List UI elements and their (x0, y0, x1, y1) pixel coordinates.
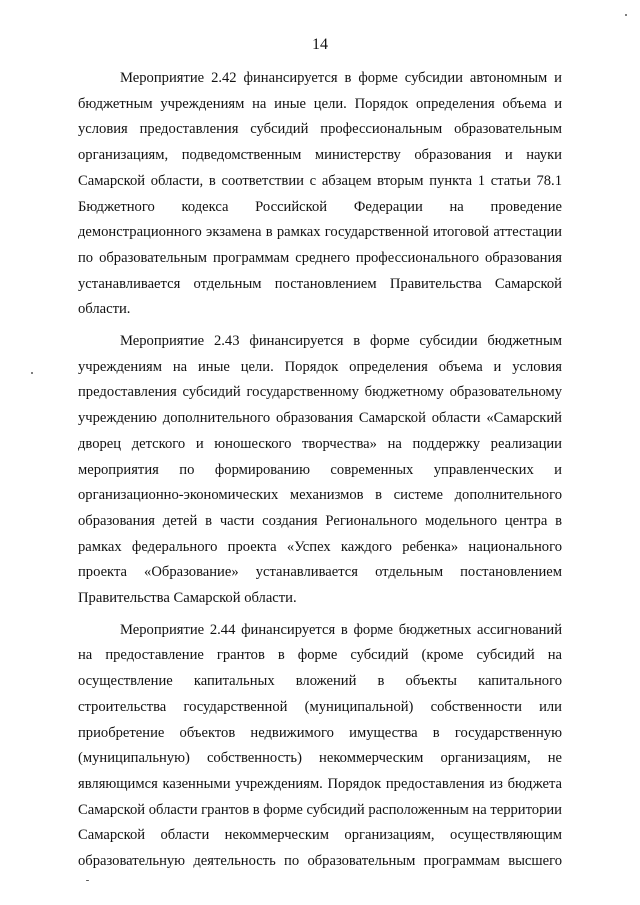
text-line: Бюджетного кодекса Российской Федерации на проведение (78, 198, 562, 215)
text-line: устанавливается отдельным постановлением Правительства Самарской (78, 275, 562, 292)
text-line: проекта «Образование» устанавливается отдельным постановлением (78, 564, 562, 581)
scan-speck (31, 372, 33, 374)
text-line: предоставления субсидий государственному бюджетному образовательному (78, 384, 562, 401)
text-line: Самарской области грантов в форме субсидий расположенным на территории (78, 801, 562, 818)
text-line: образовательную деятельность по образовательным программам высшего (78, 853, 562, 870)
text-line: Самарской области, в соответствии с абзацем вторым пункта 1 статьи 78.1 (78, 172, 562, 189)
text-line: осуществление капитальных вложений в объекты капитального (78, 673, 562, 690)
paragraph-2-44 (78, 618, 562, 875)
text-line: организациям, подведомственным министерству образования и науки (78, 147, 562, 164)
text-line: являющимся казенными учреждениям. Порядок предоставления из бюджета (78, 775, 562, 792)
text-line: строительства государственной (муниципальной) собственности или (78, 698, 562, 715)
text-line: рамках федерального проекта «Успех каждого ребенка» национального (78, 538, 562, 555)
text-line: (муниципальную) собственность) некоммерческим организациям, не (78, 750, 562, 767)
paragraph-2-42 (78, 66, 562, 323)
text-line: учреждению дополнительного образования Самарской области «Самарский (78, 410, 562, 427)
text-line: образования детей в части создания Регионального модельного центра в (78, 512, 562, 529)
text-line: мероприятия по формированию современных управленческих и (78, 461, 562, 478)
text-line: Самарской области некоммерческим организациям, осуществляющим (78, 827, 562, 844)
text-line: организационно-экономических механизмов в системе дополнительного (78, 487, 562, 504)
document-body (78, 66, 562, 875)
paragraph-2-43 (78, 329, 562, 612)
text-line: бюджетным учреждениям на иные цели. Порядок определения объема и (78, 95, 562, 112)
text-line: дворец детского и юношеского творчества» на поддержку реализации (78, 435, 562, 452)
text-line: Мероприятие 2.42 финансируется в форме субсидии автономным и (120, 70, 562, 86)
page-number: 14 (312, 36, 328, 53)
text-line: приобретение объектов недвижимого имущества в государственную (78, 724, 562, 741)
text-line: Правительства Самарской области. (78, 590, 297, 607)
scan-speck (625, 14, 627, 16)
text-line: Мероприятие 2.43 финансируется в форме субсидии бюджетным (120, 333, 562, 350)
text-line: демонстрационного экзамена в рамках государственной итоговой аттестации (78, 224, 562, 241)
scan-speck (86, 880, 89, 881)
text-line: условия предоставления субсидий профессиональным образовательным (78, 121, 562, 138)
text-line: учреждениям на иные цели. Порядок определения объема и условия (78, 358, 562, 375)
text-line: на предоставление грантов в форме субсидий (кроме субсидий на (78, 647, 562, 664)
text-line: по образовательным программам среднего профессионального образования (78, 249, 562, 266)
text-line: Мероприятие 2.44 финансируется в форме бюджетных ассигнований (120, 621, 562, 638)
text-line: области. (78, 301, 131, 318)
